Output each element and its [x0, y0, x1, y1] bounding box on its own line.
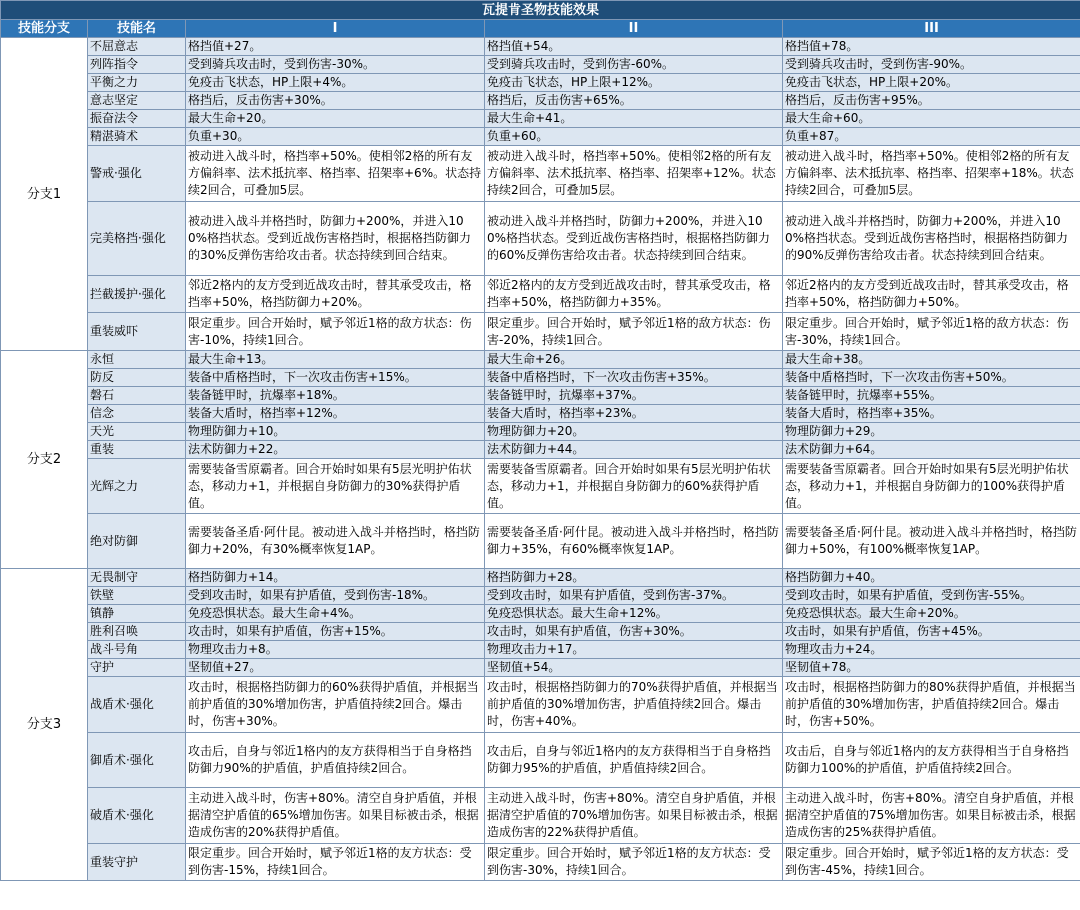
effect-level-3: 物理攻击力+24。 — [783, 641, 1080, 659]
effect-level-2: 攻击后，自身与邻近1格内的友方获得相当于自身格挡防御力95%的护盾值，护盾值持续2回合。 — [485, 733, 783, 788]
effect-level-2: 攻击时，根据格挡防御力的70%获得护盾值，并根据当前护盾值的30%增加伤害，护盾值持续2回合。爆击时，伤害+40%。 — [485, 677, 783, 733]
effect-level-2: 攻击时，如果有护盾值，伤害+30%。 — [485, 623, 783, 641]
skill-name: 振奋法令 — [88, 110, 186, 128]
effect-level-2: 格挡防御力+28。 — [485, 569, 783, 587]
effect-level-2: 被动进入战斗并格挡时，防御力+200%，并进入100%格挡状态。受到近战伤害格挡时，根据格挡防御力的60%反弹伤害给攻击者。状态持续到回合结束。 — [485, 202, 783, 276]
effect-level-3: 物理防御力+29。 — [783, 423, 1080, 441]
effect-level-1: 攻击后，自身与邻近1格内的友方获得相当于自身格挡防御力90%的护盾值，护盾值持续2回合。 — [186, 733, 485, 788]
effect-level-1: 坚韧值+27。 — [186, 659, 485, 677]
effect-level-3: 装备中盾格挡时，下一次攻击伤害+50%。 — [783, 369, 1080, 387]
effect-level-2: 坚韧值+54。 — [485, 659, 783, 677]
effect-level-3: 格挡值+78。 — [783, 38, 1080, 56]
effect-level-3: 免疫击飞状态，HP上限+20%。 — [783, 74, 1080, 92]
effect-level-2: 装备链甲时，抗爆率+37%。 — [485, 387, 783, 405]
table-row — [1, 677, 1080, 733]
table-row — [1, 514, 1080, 569]
effect-level-1: 被动进入战斗并格挡时，防御力+200%，并进入100%格挡状态。受到近战伤害格挡时，根据格挡防御力的30%反弹伤害给攻击者。状态持续到回合结束。 — [186, 202, 485, 276]
effect-level-1: 免疫击飞状态，HP上限+4%。 — [186, 74, 485, 92]
skill-name: 战盾术·强化 — [88, 677, 186, 733]
effect-level-3: 格挡防御力+40。 — [783, 569, 1080, 587]
effect-level-1: 限定重步。回合开始时，赋予邻近1格的友方状态：受到伤害-15%，持续1回合。 — [186, 844, 485, 881]
table-row — [1, 623, 1080, 641]
effect-level-3: 攻击时，根据格挡防御力的80%获得护盾值，并根据当前护盾值的30%增加伤害，护盾值持续2回合。爆击时，伤害+50%。 — [783, 677, 1080, 733]
skill-name: 信念 — [88, 405, 186, 423]
effect-level-2: 邻近2格内的友方受到近战攻击时，替其承受攻击，格挡率+50%，格挡防御力+35%。 — [485, 276, 783, 313]
table-row — [1, 423, 1080, 441]
skill-name: 拦截援护·强化 — [88, 276, 186, 313]
skill-name: 守护 — [88, 659, 186, 677]
effect-level-1: 受到攻击时，如果有护盾值，受到伤害-18%。 — [186, 587, 485, 605]
effect-level-3: 装备大盾时，格挡率+35%。 — [783, 405, 1080, 423]
effect-level-1: 受到骑兵攻击时，受到伤害-30%。 — [186, 56, 485, 74]
effect-level-3: 法术防御力+64。 — [783, 441, 1080, 459]
skill-name: 完美格挡·强化 — [88, 202, 186, 276]
skill-name: 精湛骑术 — [88, 128, 186, 146]
table-row — [1, 459, 1080, 514]
effect-level-3: 免疫恐惧状态。最大生命+20%。 — [783, 605, 1080, 623]
effect-level-3: 坚韧值+78。 — [783, 659, 1080, 677]
skill-name: 意志坚定 — [88, 92, 186, 110]
effect-level-1: 攻击时，根据格挡防御力的60%获得护盾值，并根据当前护盾值的30%增加伤害，护盾值持续2回合。爆击时，伤害+30%。 — [186, 677, 485, 733]
skill-name: 磐石 — [88, 387, 186, 405]
table-row — [1, 202, 1080, 276]
effect-level-1: 装备大盾时，格挡率+12%。 — [186, 405, 485, 423]
skill-name: 天光 — [88, 423, 186, 441]
effect-level-2: 受到骑兵攻击时，受到伤害-60%。 — [485, 56, 783, 74]
table-row — [1, 74, 1080, 92]
effect-level-2: 限定重步。回合开始时，赋予邻近1格的友方状态：受到伤害-30%，持续1回合。 — [485, 844, 783, 881]
effect-level-1: 格挡后，反击伤害+30%。 — [186, 92, 485, 110]
effect-level-1: 免疫恐惧状态。最大生命+4%。 — [186, 605, 485, 623]
effect-level-1: 最大生命+20。 — [186, 110, 485, 128]
table-row — [1, 641, 1080, 659]
table-body — [1, 38, 1080, 881]
table-row — [1, 788, 1080, 844]
effect-level-1: 物理防御力+10。 — [186, 423, 485, 441]
table-row — [1, 351, 1080, 369]
table-row — [1, 405, 1080, 423]
table-row — [1, 659, 1080, 677]
table-row — [1, 276, 1080, 313]
effect-level-3: 需要装备圣盾·阿什昆。被动进入战斗并格挡时，格挡防御力+50%，有100%概率恢复1AP。 — [783, 514, 1080, 569]
effect-level-3: 负重+87。 — [783, 128, 1080, 146]
effect-level-1: 限定重步。回合开始时，赋予邻近1格的敌方状态：伤害-10%，持续1回合。 — [186, 313, 485, 351]
effect-level-2: 免疫击飞状态，HP上限+12%。 — [485, 74, 783, 92]
effect-level-2: 被动进入战斗时，格挡率+50%。使相邻2格的所有友方偏斜率、法术抵抗率、格挡率、招架率+12%。状态持续2回合，可叠加5层。 — [485, 146, 783, 202]
skill-name: 永恒 — [88, 351, 186, 369]
table-row — [1, 38, 1080, 56]
effect-level-1: 被动进入战斗时，格挡率+50%。使相邻2格的所有友方偏斜率、法术抵抗率、格挡率、招架率+6%。状态持续2回合，可叠加5层。 — [186, 146, 485, 202]
table-title: 瓦提肯圣物技能效果 — [1, 1, 1080, 20]
effect-level-3: 攻击时，如果有护盾值，伤害+45%。 — [783, 623, 1080, 641]
skill-name: 防反 — [88, 369, 186, 387]
effect-level-3: 受到骑兵攻击时，受到伤害-90%。 — [783, 56, 1080, 74]
effect-level-1: 攻击时，如果有护盾值，伤害+15%。 — [186, 623, 485, 641]
skill-name: 铁壁 — [88, 587, 186, 605]
skill-name: 光辉之力 — [88, 459, 186, 514]
effect-level-3: 最大生命+60。 — [783, 110, 1080, 128]
table-row — [1, 56, 1080, 74]
effect-level-1: 格挡防御力+14。 — [186, 569, 485, 587]
effect-level-1: 负重+30。 — [186, 128, 485, 146]
skill-name: 绝对防御 — [88, 514, 186, 569]
branch-name: 分支2 — [1, 351, 88, 569]
effect-level-3: 装备链甲时，抗爆率+55%。 — [783, 387, 1080, 405]
skill-name: 镇静 — [88, 605, 186, 623]
effect-level-2: 需要装备圣盾·阿什昆。被动进入战斗并格挡时，格挡防御力+35%，有60%概率恢复1AP。 — [485, 514, 783, 569]
effect-level-2: 最大生命+26。 — [485, 351, 783, 369]
skill-name: 列阵指令 — [88, 56, 186, 74]
table-row — [1, 387, 1080, 405]
table-row — [1, 92, 1080, 110]
table-row — [1, 313, 1080, 351]
table-row — [1, 110, 1080, 128]
effect-level-2: 需要装备雪原霸者。回合开始时如果有5层光明护佑状态，移动力+1，并根据自身防御力的60%获得护盾值。 — [485, 459, 783, 514]
effect-level-1: 法术防御力+22。 — [186, 441, 485, 459]
skill-name: 御盾术·强化 — [88, 733, 186, 788]
skill-name: 胜利召唤 — [88, 623, 186, 641]
effect-level-2: 法术防御力+44。 — [485, 441, 783, 459]
effect-level-3: 攻击后，自身与邻近1格内的友方获得相当于自身格挡防御力100%的护盾值，护盾值持续2回合。 — [783, 733, 1080, 788]
table-row — [1, 844, 1080, 881]
effect-level-3: 主动进入战斗时，伤害+80%。清空自身护盾值，并根据清空护盾值的75%增加伤害。如果目标被击杀，根据造成伤害的25%获得护盾值。 — [783, 788, 1080, 844]
table-row — [1, 441, 1080, 459]
header-level-2: II — [485, 20, 783, 38]
effect-level-2: 受到攻击时，如果有护盾值，受到伤害-37%。 — [485, 587, 783, 605]
effect-level-2: 最大生命+41。 — [485, 110, 783, 128]
effect-level-1: 格挡值+27。 — [186, 38, 485, 56]
effect-level-1: 邻近2格内的友方受到近战攻击时，替其承受攻击，格挡率+50%，格挡防御力+20%。 — [186, 276, 485, 313]
effect-level-3: 最大生命+38。 — [783, 351, 1080, 369]
effect-level-3: 被动进入战斗并格挡时，防御力+200%，并进入100%格挡状态。受到近战伤害格挡时，根据格挡防御力的90%反弹伤害给攻击者。状态持续到回合结束。 — [783, 202, 1080, 276]
skill-name: 警戒·强化 — [88, 146, 186, 202]
skill-name: 重装 — [88, 441, 186, 459]
effect-level-3: 受到攻击时，如果有护盾值，受到伤害-55%。 — [783, 587, 1080, 605]
skill-name: 重装守护 — [88, 844, 186, 881]
skill-name: 战斗号角 — [88, 641, 186, 659]
effect-level-1: 最大生命+13。 — [186, 351, 485, 369]
table-row — [1, 587, 1080, 605]
skill-name: 不屈意志 — [88, 38, 186, 56]
branch-name: 分支3 — [1, 569, 88, 881]
effect-level-2: 格挡值+54。 — [485, 38, 783, 56]
effect-level-1: 装备中盾格挡时，下一次攻击伤害+15%。 — [186, 369, 485, 387]
skill-name: 重装威吓 — [88, 313, 186, 351]
effect-level-1: 需要装备雪原霸者。回合开始时如果有5层光明护佑状态，移动力+1，并根据自身防御力的30%获得护盾值。 — [186, 459, 485, 514]
effect-level-3: 限定重步。回合开始时，赋予邻近1格的敌方状态：伤害-30%，持续1回合。 — [783, 313, 1080, 351]
effect-level-2: 装备中盾格挡时，下一次攻击伤害+35%。 — [485, 369, 783, 387]
table-row — [1, 146, 1080, 202]
header-level-3: III — [783, 20, 1080, 38]
effect-level-1: 需要装备圣盾·阿什昆。被动进入战斗并格挡时，格挡防御力+20%，有30%概率恢复1AP。 — [186, 514, 485, 569]
skill-name: 无畏制守 — [88, 569, 186, 587]
branch-name: 分支1 — [1, 38, 88, 351]
skill-name: 平衡之力 — [88, 74, 186, 92]
effect-level-1: 装备链甲时，抗爆率+18%。 — [186, 387, 485, 405]
effect-level-2: 物理防御力+20。 — [485, 423, 783, 441]
effect-level-2: 装备大盾时，格挡率+23%。 — [485, 405, 783, 423]
header-branch: 技能分支 — [1, 20, 88, 38]
effect-level-2: 格挡后，反击伤害+65%。 — [485, 92, 783, 110]
effect-level-3: 被动进入战斗时，格挡率+50%。使相邻2格的所有友方偏斜率、法术抵抗率、格挡率、招架率+18%。状态持续2回合，可叠加5层。 — [783, 146, 1080, 202]
effect-level-3: 邻近2格内的友方受到近战攻击时，替其承受攻击，格挡率+50%，格挡防御力+50%。 — [783, 276, 1080, 313]
effect-level-3: 限定重步。回合开始时，赋予邻近1格的友方状态：受到伤害-45%，持续1回合。 — [783, 844, 1080, 881]
table-row — [1, 605, 1080, 623]
effect-level-2: 主动进入战斗时，伤害+80%。清空自身护盾值，并根据清空护盾值的70%增加伤害。如果目标被击杀，根据造成伤害的22%获得护盾值。 — [485, 788, 783, 844]
effect-level-2: 物理攻击力+17。 — [485, 641, 783, 659]
header-skill-name: 技能名 — [88, 20, 186, 38]
table-row — [1, 128, 1080, 146]
effect-level-2: 负重+60。 — [485, 128, 783, 146]
effect-level-1: 物理攻击力+8。 — [186, 641, 485, 659]
effect-level-3: 格挡后，反击伤害+95%。 — [783, 92, 1080, 110]
table-row — [1, 569, 1080, 587]
table-row — [1, 369, 1080, 387]
effect-level-1: 主动进入战斗时，伤害+80%。清空自身护盾值，并根据清空护盾值的65%增加伤害。如果目标被击杀，根据造成伤害的20%获得护盾值。 — [186, 788, 485, 844]
effect-level-2: 免疫恐惧状态。最大生命+12%。 — [485, 605, 783, 623]
header-level-1: I — [186, 20, 485, 38]
effect-level-3: 需要装备雪原霸者。回合开始时如果有5层光明护佑状态，移动力+1，并根据自身防御力的100%获得护盾值。 — [783, 459, 1080, 514]
table-row — [1, 733, 1080, 788]
effect-level-2: 限定重步。回合开始时，赋予邻近1格的敌方状态：伤害-20%，持续1回合。 — [485, 313, 783, 351]
skill-name: 破盾术·强化 — [88, 788, 186, 844]
